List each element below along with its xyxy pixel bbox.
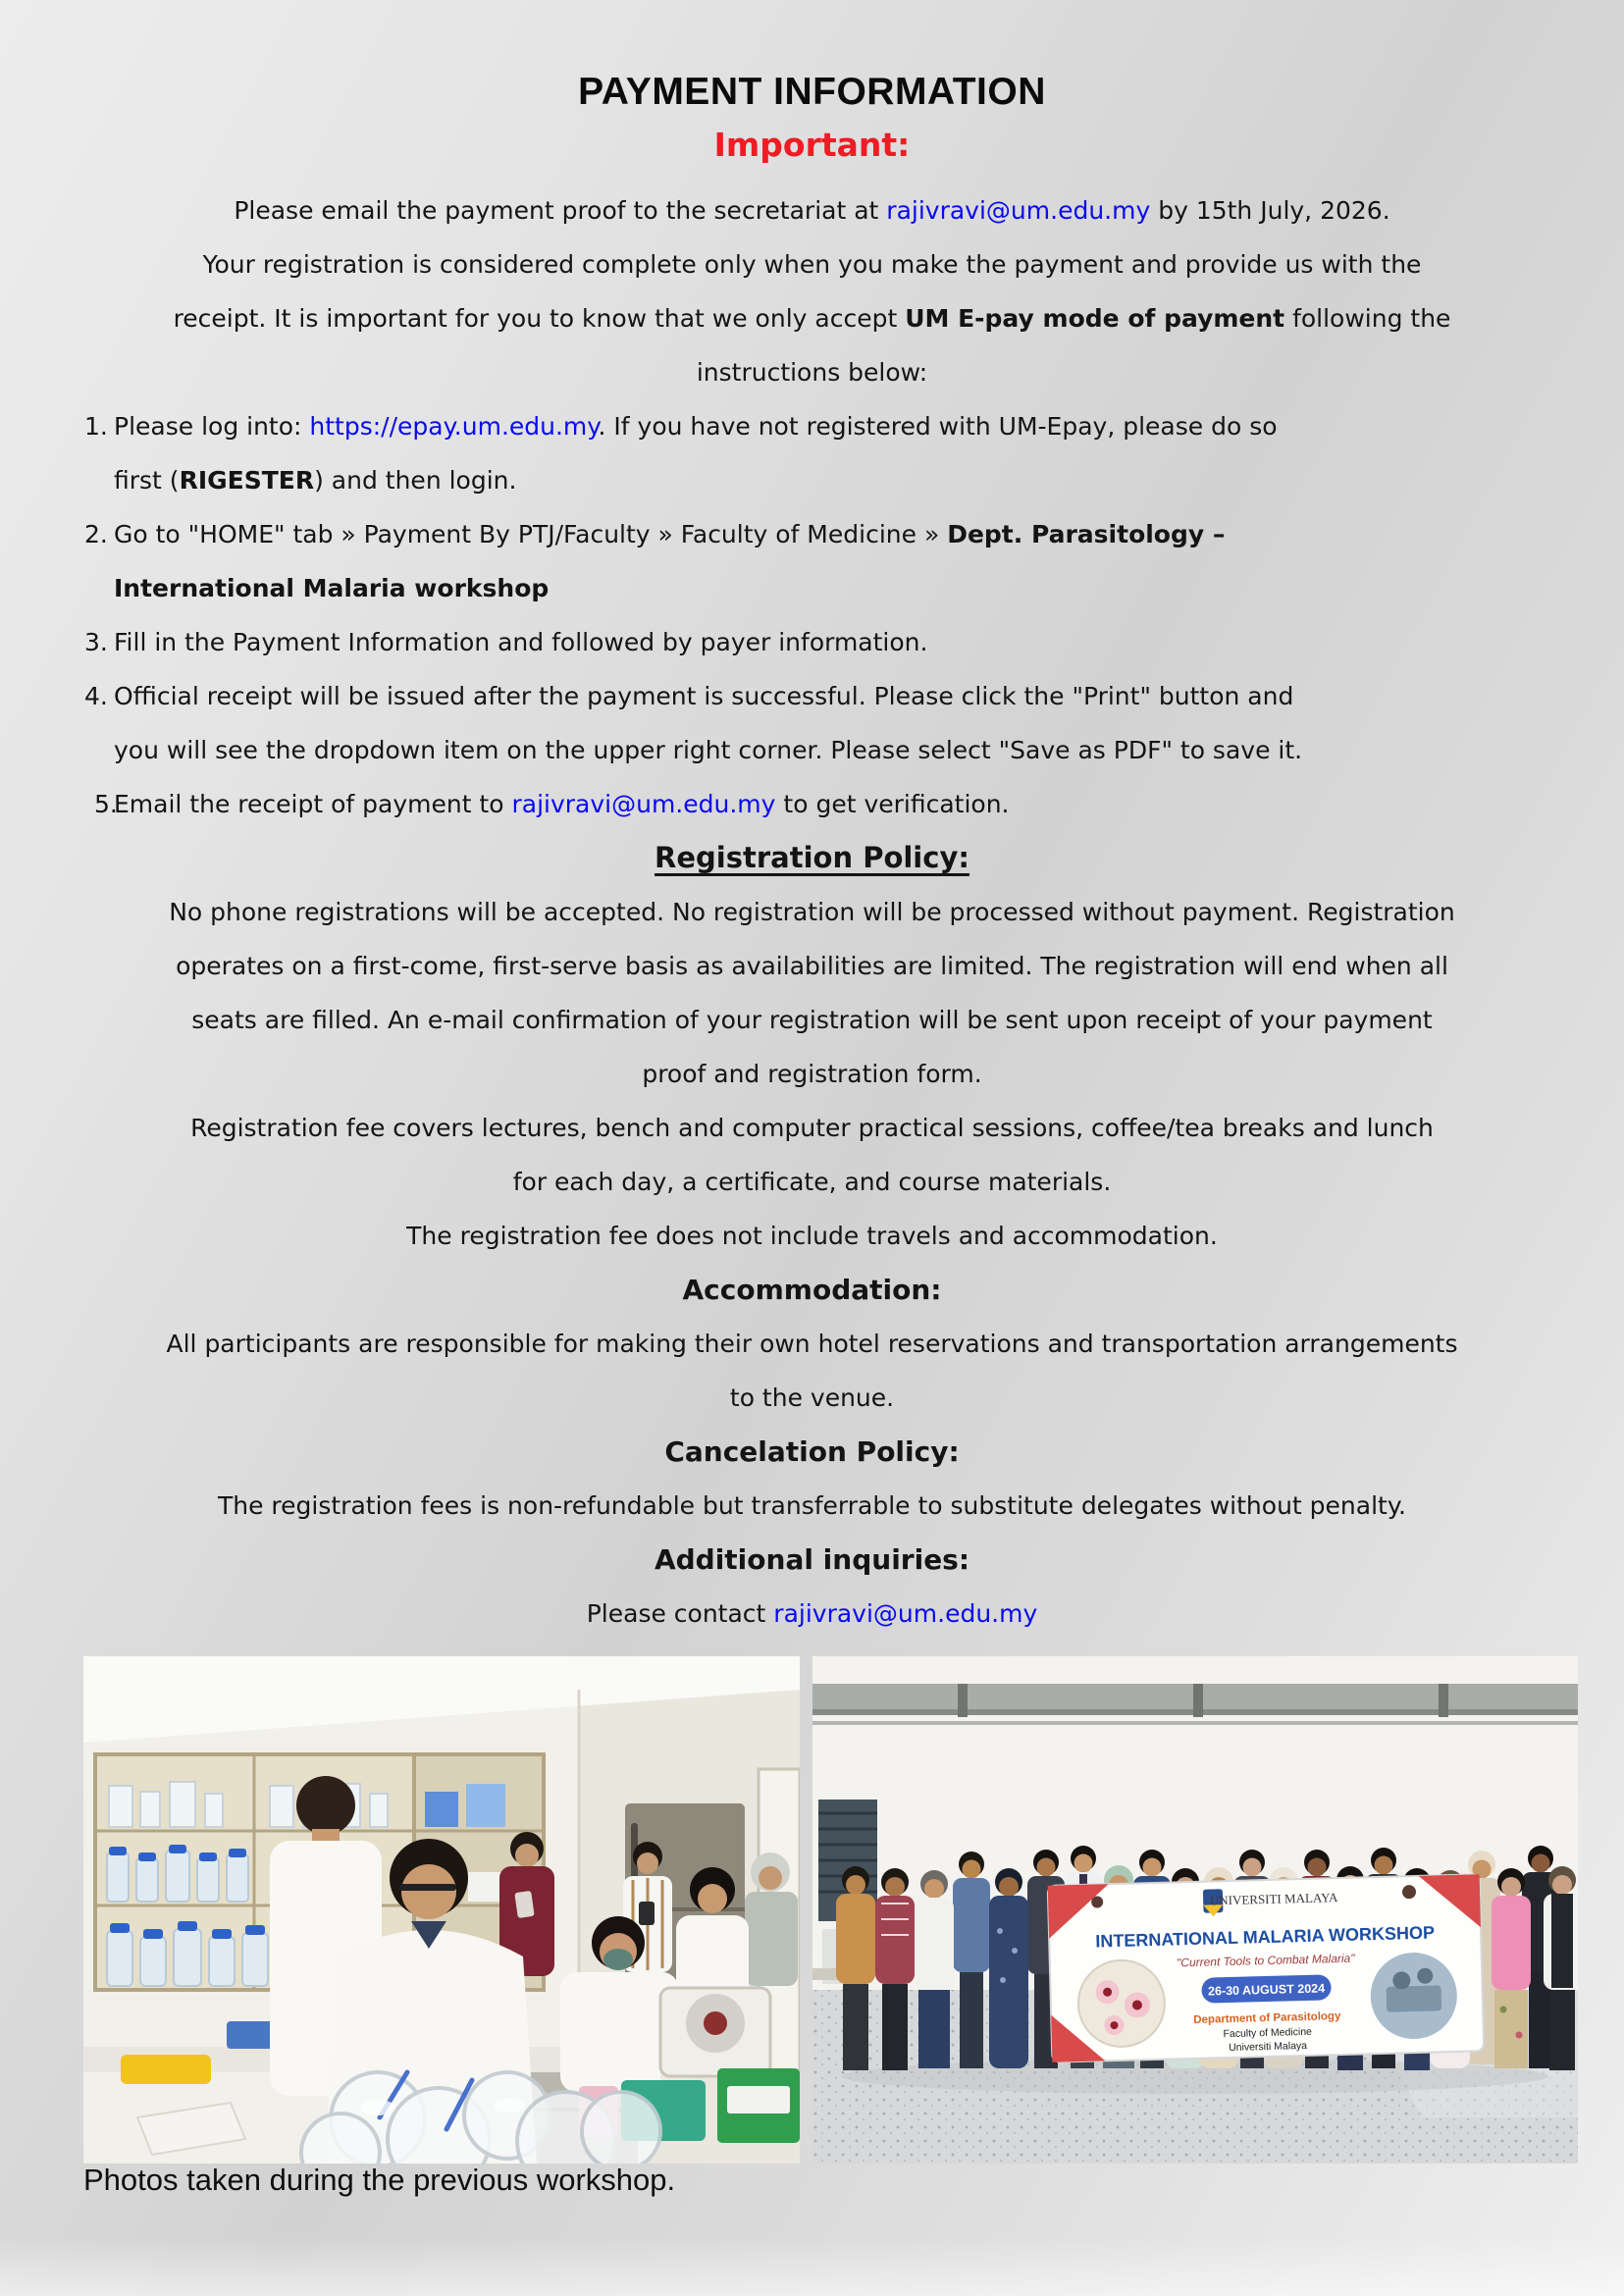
epay-bold-text: UM E-pay mode of payment (905, 304, 1285, 333)
inquiries-line (43, 1587, 1581, 1641)
text-segment: . If you have not registered with UM-Epay, please do so (598, 412, 1278, 441)
list-item-4 (43, 669, 1581, 723)
text-segment: by 15th July, 2026. (1150, 196, 1390, 225)
text-segment: following the (1284, 304, 1451, 333)
fee-coverage-line-1: Registration fee covers lectures, bench and computer practical sessions, coffee/tea breaks and lunch (190, 1114, 1434, 1142)
fee-note-line: The registration fee does not include travels and accommodation. (406, 1222, 1218, 1250)
registration-complete-line-3: instructions below: (696, 358, 928, 387)
list-number: 3. (84, 628, 108, 656)
registration-complete-line-1: Your registration is considered complete only when you make the payment and provide us with the (202, 250, 1422, 279)
page-bottom-shading (0, 2237, 1624, 2296)
photo-strip (83, 1656, 1578, 2164)
text-segment: Please log into: (114, 412, 310, 441)
photo-caption: Photos taken during the previous workshop. (83, 2163, 676, 2197)
accommodation-line-1: All participants are responsible for making their own hotel reservations and transportation arrangements (166, 1330, 1458, 1358)
fee-coverage-line-2: for each day, a certificate, and course materials. (512, 1168, 1112, 1196)
wipes-box (717, 2068, 800, 2143)
body-text (0, 183, 1624, 1641)
centrifuge (660, 1988, 770, 2076)
list-number: 2. (84, 520, 108, 548)
registration-policy-line-2: operates on a first-come, first-serve basis as availabilities are limited. The registration will end when all (176, 952, 1448, 980)
banner-institution: Universiti Malaya (1228, 2039, 1308, 2055)
lab-session-photo (83, 1656, 800, 2164)
list-number: 1. (84, 412, 108, 441)
list-item-1 (43, 399, 1581, 453)
email-link[interactable]: rajivravi@um.edu.my (773, 1599, 1038, 1628)
cancellation-line: The registration fees is non-refundable but transferrable to substitute delegates without penalty. (217, 1491, 1407, 1520)
text-segment: first ( (114, 466, 180, 495)
banner-department: Department of Parasitology (1193, 2010, 1341, 2026)
text-segment: Please contact (586, 1599, 774, 1628)
list-item-2 (43, 507, 1581, 561)
text-segment: to get verification. (775, 790, 1010, 818)
banner-subtitle: "Current Tools to Combat Malaria" (1176, 1951, 1355, 1970)
text-segment: Fill in the Payment Information and followed by payer information. (114, 628, 928, 656)
banner-university-name: UNIVERSITI MALAYA (1209, 1890, 1338, 1908)
email-link[interactable]: rajivravi@um.edu.my (886, 196, 1151, 225)
list-number: 4. (84, 682, 108, 710)
participant (915, 1870, 954, 2068)
text-segment: ) and then login. (314, 466, 517, 495)
text-segment: receipt. It is important for you to know that we only accept (173, 304, 906, 333)
accommodation-line-2: to the venue. (729, 1383, 895, 1412)
list-item-4-cont: you will see the dropdown item on the upper right corner. Please select "Save as PDF" to save it. (114, 736, 1303, 764)
text-segment: Email the receipt of payment to (114, 790, 512, 818)
workshop-banner (1048, 1874, 1485, 2061)
participant (1492, 1868, 1531, 2068)
text-segment: Please email the payment proof to the secretariat at (234, 196, 887, 225)
list-number: 5. (94, 790, 118, 818)
text-segment: Official receipt will be issued after the payment is successful. Please click the "Print" button and (114, 682, 1294, 710)
registration-complete-line-2 (43, 291, 1581, 345)
registration-policy-line-4: proof and registration form. (642, 1060, 982, 1088)
list-item-5 (43, 777, 1581, 831)
banner-faculty: Faculty of Medicine (1223, 2025, 1313, 2041)
participant (989, 1868, 1028, 2068)
dept-bold-text: Dept. Parasitology – (947, 520, 1226, 548)
yellow-tray (121, 2055, 211, 2084)
important-heading: Important: (713, 126, 911, 164)
registration-policy-heading: Registration Policy: (655, 841, 969, 874)
banner-dates: 26-30 AUGUST 2024 (1207, 1981, 1326, 1999)
workshop-bold-text: International Malaria workshop (114, 574, 550, 602)
registration-policy-line-1: No phone registrations will be accepted. No registration will be processed without payment. Registration (169, 898, 1455, 926)
intro-line (43, 183, 1581, 237)
rigester-bold-text: RIGESTER (179, 466, 315, 495)
list-item-3 (43, 615, 1581, 669)
banner-title: INTERNATIONAL MALARIA WORKSHOP (1095, 1922, 1436, 1952)
petri-dish-graphic (1077, 1959, 1166, 2048)
registration-policy-line-3: seats are filled. An e-mail confirmation of your registration will be sent upon receipt of your payment (191, 1006, 1433, 1034)
accommodation-heading: Accommodation: (682, 1274, 942, 1306)
inquiries-heading: Additional inquiries: (654, 1543, 970, 1576)
list-item-2-cont (43, 561, 1581, 615)
group-photo (812, 1656, 1578, 2164)
email-link[interactable]: rajivravi@um.edu.my (511, 790, 776, 818)
person-hijab (745, 1852, 798, 1986)
epay-url-link[interactable]: https://epay.um.edu.my (309, 412, 599, 441)
cancellation-heading: Cancelation Policy: (664, 1435, 960, 1468)
list-item-1-cont (43, 453, 1581, 507)
text-segment: Go to "HOME" tab » Payment By PTJ/Faculty » Faculty of Medicine » (114, 520, 948, 548)
page-title: PAYMENT INFORMATION (578, 71, 1046, 113)
